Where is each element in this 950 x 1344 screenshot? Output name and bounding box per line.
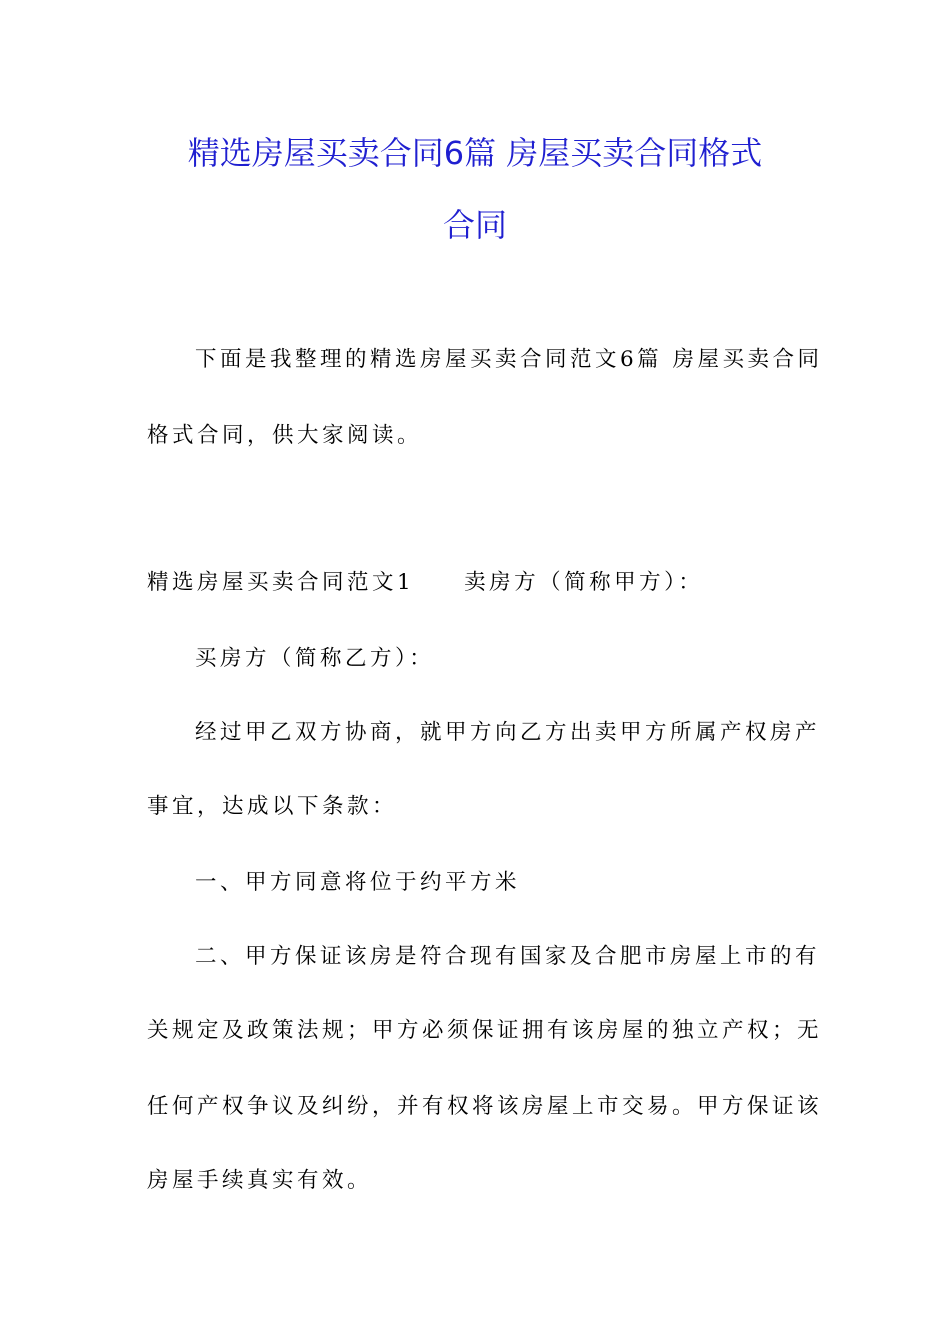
intro-paragraph-line-1: 下面是我整理的精选房屋买卖合同范文6篇 房屋买卖合同 xyxy=(195,347,823,372)
clause-2-line-3: 任何产权争议及纠纷，并有权将该房屋上市交易。甲方保证该 xyxy=(147,1094,823,1119)
clause-1: 一、甲方同意将位于约平方米 xyxy=(195,870,521,895)
agreement-paragraph-line-1: 经过甲乙双方协商，就甲方向乙方出卖甲方所属产权房产 xyxy=(195,720,821,745)
clause-2-line-2: 关规定及政策法规；甲方必须保证拥有该房屋的独立产权；无 xyxy=(147,1018,823,1043)
document-title-line-1: 精选房屋买卖合同6篇 房屋买卖合同格式 xyxy=(187,134,763,172)
contract-heading-line: 精选房屋买卖合同范文1 卖房方（简称甲方）： xyxy=(147,570,704,595)
agreement-paragraph-line-2: 事宜，达成以下条款： xyxy=(147,794,398,819)
buyer-line: 买房方（简称乙方）： xyxy=(195,646,435,671)
document-title-line-2: 合同 xyxy=(442,206,507,244)
intro-paragraph-line-2: 格式合同，供大家阅读。 xyxy=(147,423,423,448)
clause-2-line-1: 二、甲方保证该房是符合现有国家及合肥市房屋上市的有 xyxy=(195,944,821,969)
clause-2-line-4: 房屋手续真实有效。 xyxy=(147,1168,373,1193)
